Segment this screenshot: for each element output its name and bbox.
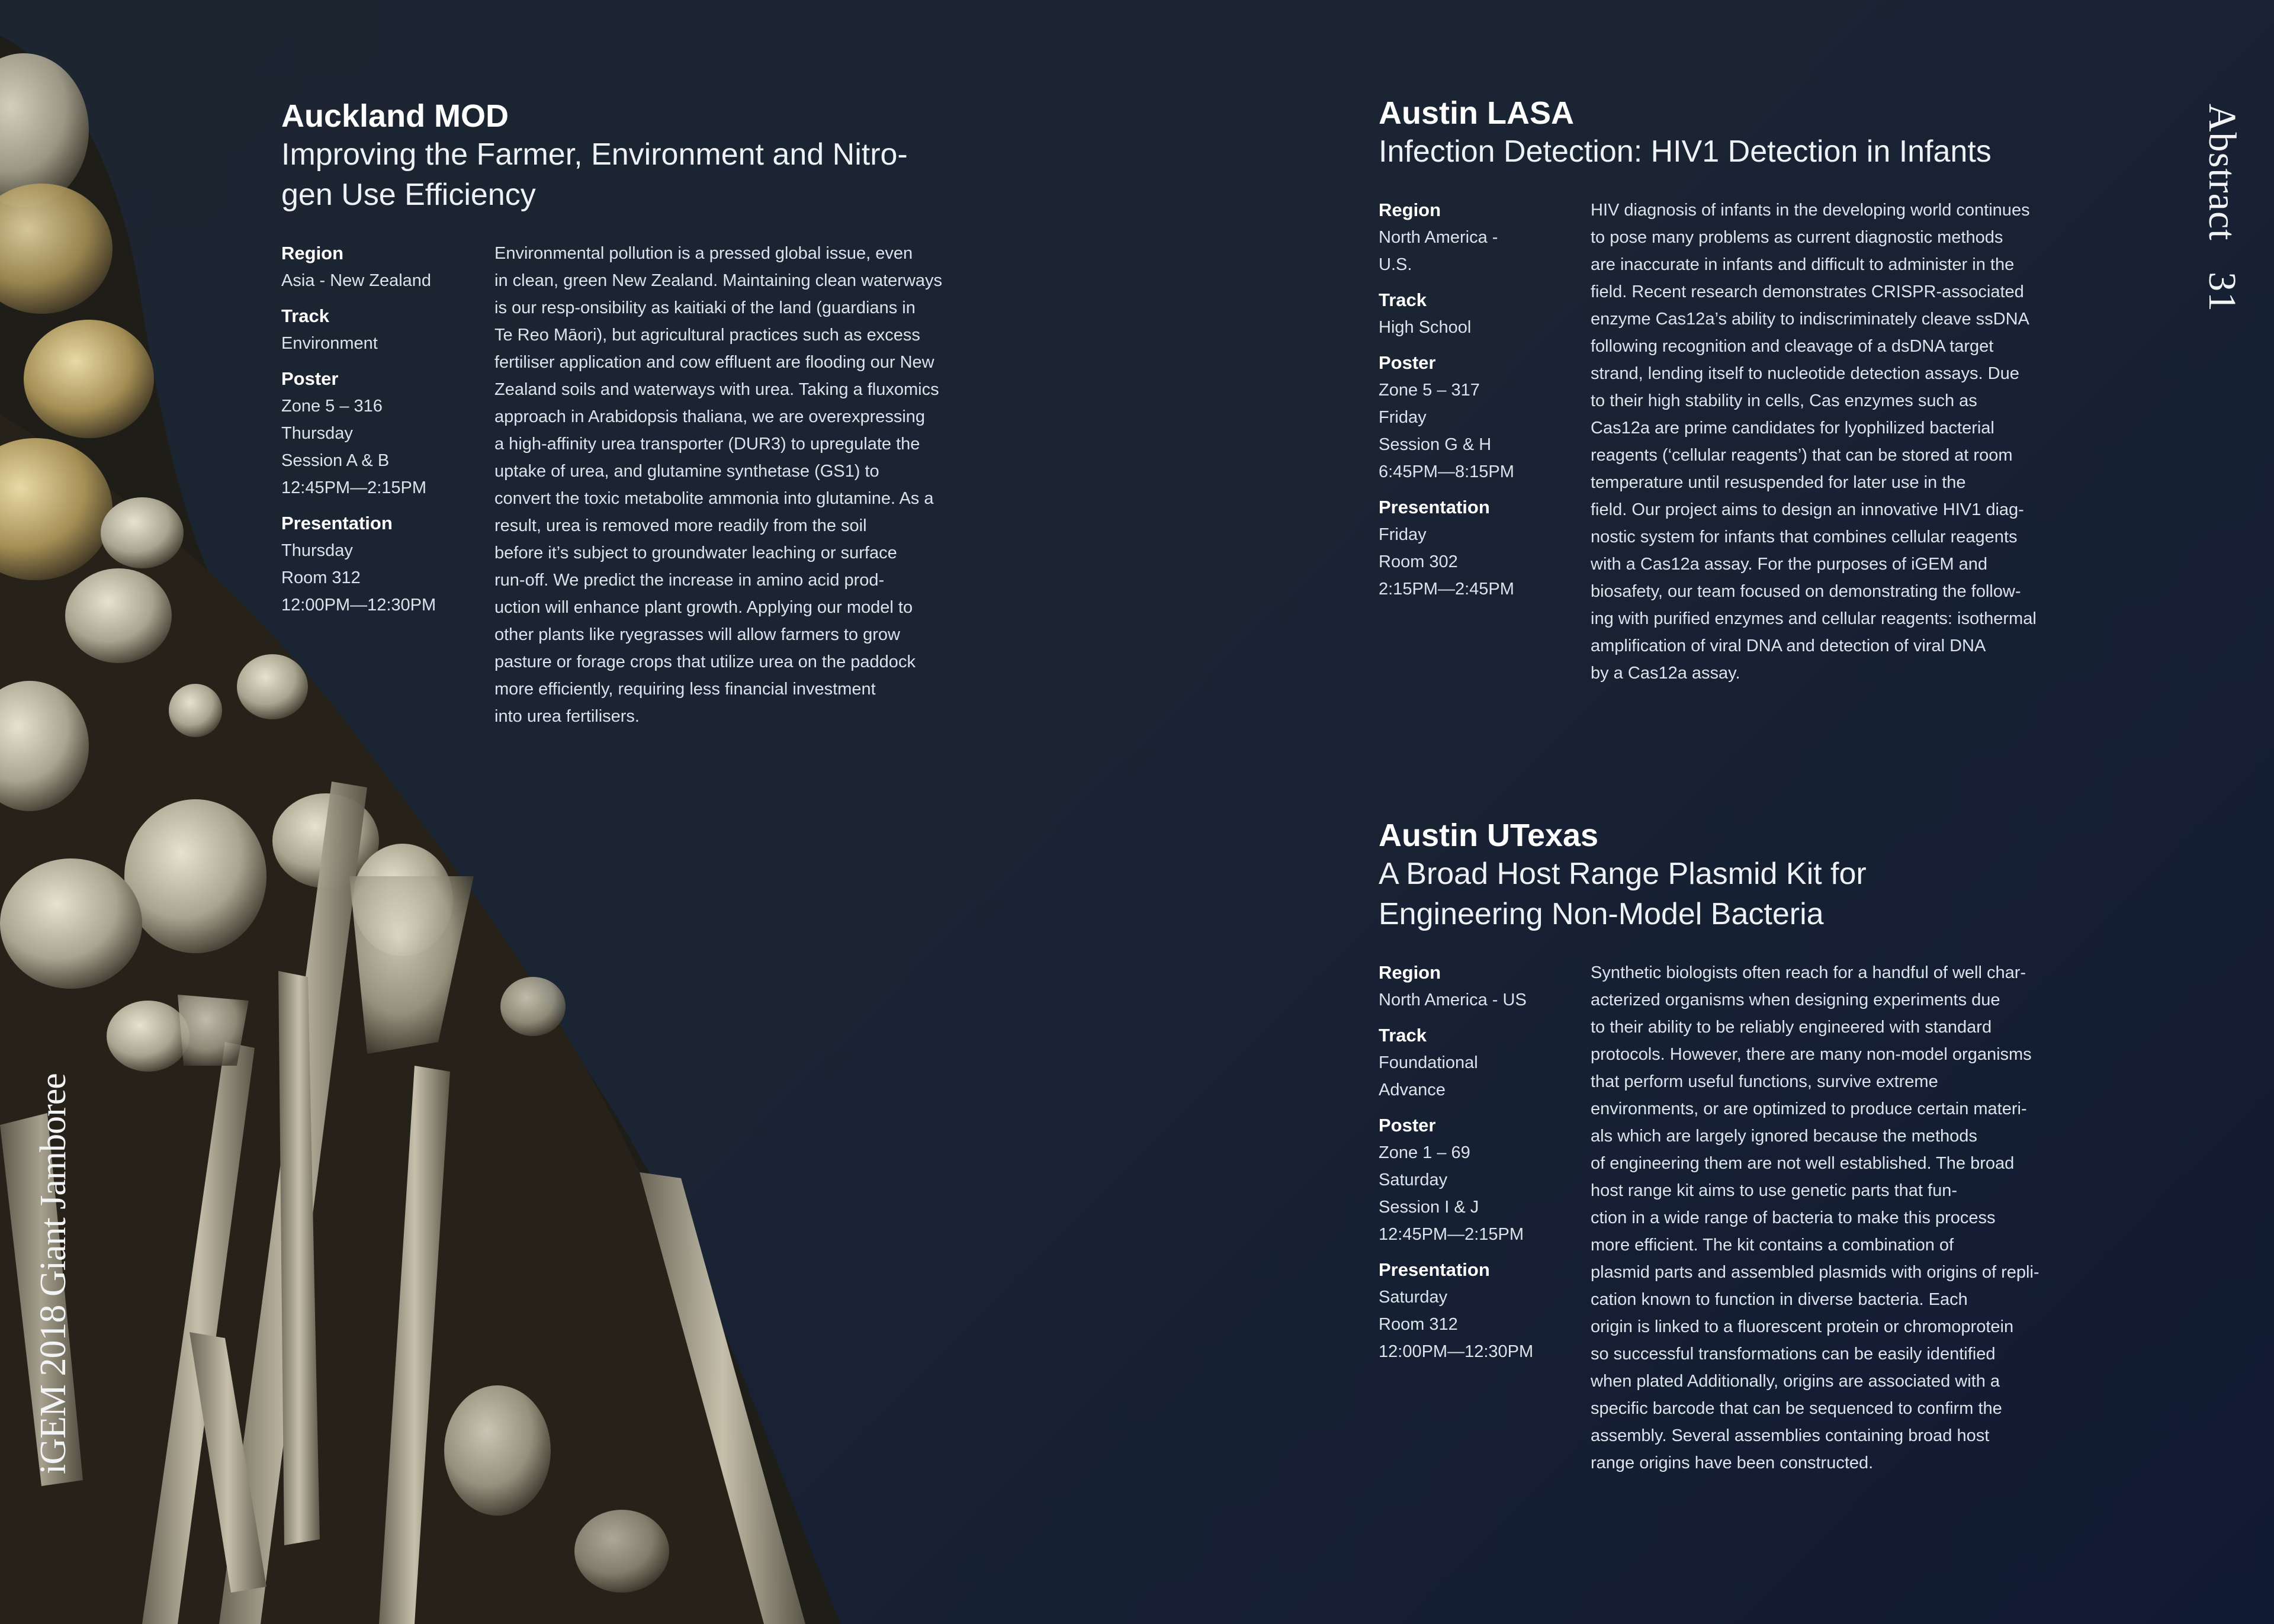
presentation-block <box>281 510 494 619</box>
abstract-line: to their high stability in cells, Cas enzymes such as <box>1591 391 1977 410</box>
abstract-line: with a Cas12a assay. For the purposes of iGEM and <box>1591 555 1988 574</box>
abstract-line: run-off. We predict the increase in amino acid prod- <box>494 571 885 590</box>
abstract-line: plasmid parts and assembled plasmids with origins of repli- <box>1591 1263 2039 1282</box>
abstract-text <box>494 240 942 730</box>
poster-zone: Zone 5 – 317 <box>1379 381 1480 400</box>
poster-label: Poster <box>281 368 339 389</box>
abstract-line: assembly. Several assemblies containing broad host <box>1591 1426 1990 1445</box>
abstract-line: into urea fertilisers. <box>494 707 640 726</box>
presentation-time: 12:00PM—12:30PM <box>281 596 436 615</box>
abstract-line: enzyme Cas12a’s ability to indiscriminately cleave ssDNA <box>1591 310 2029 329</box>
presentation-room: Room 312 <box>281 568 361 587</box>
poster-time: 6:45PM—8:15PM <box>1379 462 1514 481</box>
team-name: Austin UTexas <box>1379 818 1599 853</box>
poster-session: Session G & H <box>1379 435 1492 454</box>
poster-zone: Zone 5 – 316 <box>281 397 383 416</box>
presentation-block <box>1379 494 1591 603</box>
abstract-line: to their ability to be reliably engineered with standard <box>1591 1018 1992 1037</box>
region-value: Asia - New Zealand <box>281 271 432 290</box>
poster-label: Poster <box>1379 352 1436 373</box>
section-header <box>2199 104 2244 312</box>
abstract-line: amplification of viral DNA and detection of viral DNA <box>1591 636 1986 655</box>
project-title-line: Improving the Farmer, Environment and Nitro- <box>281 137 908 172</box>
abstract-line: to pose many problems as current diagnostic methods <box>1591 228 2003 247</box>
poster-day: Friday <box>1379 408 1427 427</box>
abstract-text <box>1591 959 2039 1477</box>
abstract-line: more efficient. The kit contains a combination of <box>1591 1236 1954 1255</box>
track-block <box>281 303 494 357</box>
abstract-line: Environmental pollution is a pressed global issue, even <box>494 244 913 263</box>
footer-running-title: iGEM 2018 Giant Jamboree <box>33 1073 73 1474</box>
abstract-line: other plants like ryegrasses will allow farmers to grow <box>494 625 900 644</box>
abstract-text <box>1591 197 2037 687</box>
abstract-entry-austin-utexas <box>1379 817 2039 1477</box>
poster-block <box>1379 349 1591 485</box>
abstract-line: that perform useful functions, survive extreme <box>1591 1072 1938 1091</box>
poster-session: Session I & J <box>1379 1198 1479 1217</box>
team-details <box>281 240 494 730</box>
track-value: Foundational <box>1379 1053 1478 1072</box>
abstract-line: before it’s subject to groundwater leaching or surface <box>494 544 897 562</box>
presentation-label: Presentation <box>1379 1259 1490 1280</box>
track-block <box>1379 1022 1591 1104</box>
abstract-line: biosafety, our team focused on demonstrating the follow- <box>1591 582 2021 601</box>
poster-time: 12:45PM—2:15PM <box>1379 1225 1524 1244</box>
abstract-line: als which are largely ignored because the methods <box>1591 1127 1977 1146</box>
poster-time: 12:45PM—2:15PM <box>281 478 427 497</box>
abstract-line: in clean, green New Zealand. Maintaining clean waterways <box>494 271 943 290</box>
presentation-time: 2:15PM—2:45PM <box>1379 580 1514 599</box>
abstract-line: pasture or forage crops that utilize urea on the paddock <box>494 652 916 671</box>
abstract-line: origin is linked to a fluorescent protein or chromoprotein <box>1591 1317 2014 1336</box>
project-title <box>1379 131 2037 172</box>
abstract-line: HIV diagnosis of infants in the developing world continues <box>1591 201 2030 220</box>
abstract-line: more efficiently, requiring less financial investment <box>494 680 876 699</box>
presentation-day: Thursday <box>281 541 353 560</box>
abstract-line: Cas12a are prime candidates for lyophilized bacterial <box>1591 419 1994 438</box>
presentation-label: Presentation <box>1379 497 1490 517</box>
abstract-line: following recognition and cleavage of a dsDNA target <box>1591 337 1994 356</box>
track-label: Track <box>1379 1025 1427 1046</box>
region-value: North America - US <box>1379 991 1527 1009</box>
poster-block <box>281 365 494 501</box>
abstract-line: temperature until resuspended for later use in the <box>1591 473 1966 492</box>
region-value: U.S. <box>1379 255 1412 274</box>
abstract-line: ing with purified enzymes and cellular reagents: isothermal <box>1591 609 2037 628</box>
abstract-line: field. Recent research demonstrates CRISPR-associated <box>1591 282 2024 301</box>
track-value: High School <box>1379 318 1472 337</box>
presentation-room: Room 302 <box>1379 552 1458 571</box>
track-label: Track <box>1379 290 1427 310</box>
presentation-block <box>1379 1256 1591 1365</box>
abstract-line: by a Cas12a assay. <box>1591 664 1740 683</box>
abstract-line: approach in Arabidopsis thaliana, we are overexpressing <box>494 407 926 426</box>
abstract-line: so successful transformations can be easily identified <box>1591 1345 1996 1363</box>
abstract-line: fertiliser application and cow effluent are flooding our New <box>494 353 934 372</box>
abstract-line: environments, or are optimized to produce certain materi- <box>1591 1099 2027 1118</box>
presentation-day: Friday <box>1379 525 1427 544</box>
abstract-line: specific barcode that can be sequenced to confirm the <box>1591 1399 2002 1418</box>
track-block <box>1379 287 1591 341</box>
poster-zone: Zone 1 – 69 <box>1379 1143 1470 1162</box>
abstract-line: nostic system for infants that combines cellular reagents <box>1591 528 2018 546</box>
track-label: Track <box>281 305 330 326</box>
team-name: Austin LASA <box>1379 95 1574 131</box>
abstract-line: ction in a wide range of bacteria to make this process <box>1591 1208 1996 1227</box>
abstract-line: of engineering them are not well established. The broad <box>1591 1154 2015 1173</box>
abstract-line: Te Reo Māori), but agricultural practices such as excess <box>494 326 920 345</box>
presentation-day: Saturday <box>1379 1288 1448 1307</box>
region-value: North America - <box>1379 228 1498 247</box>
abstract-entry-austin-lasa <box>1379 95 2037 687</box>
project-title <box>281 134 942 215</box>
presentation-room: Room 312 <box>1379 1315 1458 1334</box>
region-label: Region <box>1379 200 1441 220</box>
region-label: Region <box>281 243 344 263</box>
presentation-time: 12:00PM—12:30PM <box>1379 1342 1534 1361</box>
abstract-line: range origins have been constructed. <box>1591 1453 1874 1472</box>
abstract-line: are inaccurate in infants and difficult to administer in the <box>1591 255 2015 274</box>
abstract-entry-auckland-mod <box>281 98 942 730</box>
poster-session: Session A & B <box>281 451 390 470</box>
abstract-line: uction will enhance plant growth. Applying our model to <box>494 598 913 617</box>
page-number: 31 <box>2201 272 2244 313</box>
abstract-line: when plated Additionally, origins are associated with a <box>1591 1372 2000 1391</box>
track-value: Advance <box>1379 1080 1446 1099</box>
track-value: Environment <box>281 334 378 353</box>
poster-day: Thursday <box>281 424 353 443</box>
abstract-line: Zealand soils and waterways with urea. Taking a fluxomics <box>494 380 939 399</box>
project-title-line: Engineering Non-Model Bacteria <box>1379 897 1824 931</box>
abstract-line: convert the toxic metabolite ammonia into glutamine. As a <box>494 489 934 508</box>
presentation-label: Presentation <box>281 513 393 533</box>
project-title-line: gen Use Efficiency <box>281 178 536 212</box>
section-label: Abstract <box>2201 104 2244 241</box>
abstract-line: strand, lending itself to nucleotide detection assays. Due <box>1591 364 2019 383</box>
abstract-line: field. Our project aims to design an innovative HIV1 diag- <box>1591 500 2024 519</box>
abstract-line: reagents (‘cellular reagents’) that can be stored at room <box>1591 446 2013 465</box>
abstract-line: result, urea is removed more readily from the soil <box>494 516 867 535</box>
abstract-line: cation known to function in diverse bacteria. Each <box>1591 1290 1968 1309</box>
abstract-line: uptake of urea, and glutamine synthetase (GS1) to <box>494 462 879 481</box>
team-details <box>1379 197 1591 687</box>
team-details <box>1379 959 1591 1477</box>
project-title <box>1379 854 2039 934</box>
abstract-line: Synthetic biologists often reach for a handful of well char- <box>1591 963 2026 982</box>
project-title-line: Infection Detection: HIV1 Detection in Infants <box>1379 134 1992 169</box>
team-name: Auckland MOD <box>281 98 509 134</box>
region-block <box>1379 197 1591 278</box>
abstract-line: a high-affinity urea transporter (DUR3) to upregulate the <box>494 435 920 454</box>
region-block <box>281 240 494 294</box>
region-block <box>1379 959 1591 1014</box>
project-title-line: A Broad Host Range Plasmid Kit for <box>1379 857 1867 891</box>
poster-day: Saturday <box>1379 1170 1448 1189</box>
abstract-line: is our resp-onsibility as kaitiaki of the land (guardians in <box>494 298 916 317</box>
abstract-line: acterized organisms when designing experiments due <box>1591 991 2000 1009</box>
poster-label: Poster <box>1379 1115 1436 1136</box>
abstract-line: host range kit aims to use genetic parts that fun- <box>1591 1181 1957 1200</box>
region-label: Region <box>1379 962 1441 983</box>
abstract-line: protocols. However, there are many non-model organisms <box>1591 1045 2032 1064</box>
poster-block <box>1379 1112 1591 1248</box>
